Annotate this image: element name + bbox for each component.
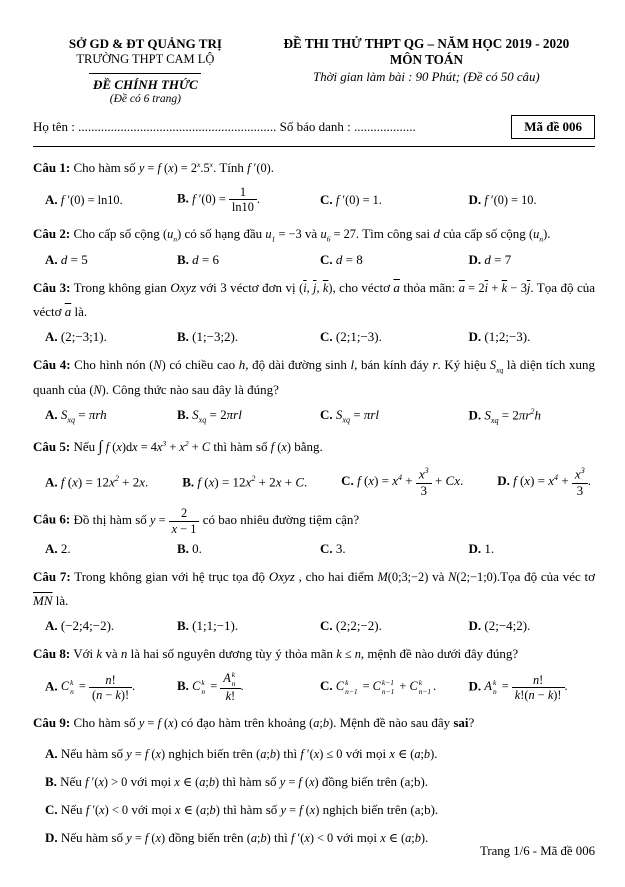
question-text <box>33 433 595 462</box>
option-b: B. (1;1;−1). <box>177 617 239 633</box>
question-text <box>33 565 595 613</box>
question-body: Đồ thị hàm số y = $\frac{2}{x - 1}$ có bao nhiêu đường tiệm cận? <box>70 506 360 536</box>
option-a: A. C k n = $\frac{n!}{(n - k)!}$ . <box>45 672 136 702</box>
school-name: TRƯỜNG THPT CAM LỘ <box>76 52 215 66</box>
option-a: A. d = 5 <box>45 252 88 268</box>
option-c: C. 3. <box>320 540 346 556</box>
options-row <box>33 671 595 703</box>
question-label: Câu 5: <box>33 438 71 454</box>
option-d: D. (1;2;−3). <box>468 329 531 345</box>
question-body: Trong không gian với hệ trục tọa độ Oxyz , cho hai điểm M(0;3;−2) và N(2;−1;0).Tọa độ của véc tơ $\overline{MN}$ là. <box>33 568 595 608</box>
option-d: D. A k n = $\frac{n!}{k!(n - k)!}$ . <box>468 672 568 702</box>
option-d: D. d = 7 <box>468 252 512 268</box>
option-d: D. f ′(0) = 10. <box>468 191 537 207</box>
option-c: C. d = 8 <box>320 252 363 268</box>
student-name-field: Họ tên : ............................................................. <box>33 119 277 134</box>
question-4 <box>33 353 595 425</box>
question-label: Câu 3: <box>33 280 71 296</box>
option-d: D. (2;−4;2). <box>468 617 531 633</box>
pages-note: (Đề có 6 trang) <box>109 93 181 105</box>
option-a: A. 2. <box>45 540 71 556</box>
options-row <box>33 740 595 852</box>
question-label: Câu 9: <box>33 715 71 731</box>
option-a: A. f $(x) = 12x^2 + 2x$. <box>45 474 149 490</box>
questions-list <box>33 156 595 852</box>
option-d: D. $S_{xq} = 2\pi r^2h$ <box>468 406 541 425</box>
option-d: D. Nếu hàm số y = f (x) đồng biến trên (a;b) thì f ′(x) < 0 với mọi x ∈ (a;b). <box>45 830 429 846</box>
student-info-row <box>33 115 595 139</box>
question-label: Câu 6: <box>33 512 71 527</box>
page-footer <box>480 844 595 859</box>
question-3 <box>33 276 595 345</box>
options-row <box>33 618 595 634</box>
question-text <box>33 506 595 535</box>
question-6 <box>33 506 595 556</box>
page-number: Trang 1/6 - Mã đề 006 <box>479 844 595 858</box>
option-d: D. 1. <box>468 540 495 556</box>
options-row <box>33 541 595 557</box>
option-b: B. f $(x) = 12x^2 + 2x + C$. <box>182 474 308 490</box>
question-text <box>33 222 595 247</box>
candidate-number-field: Số báo danh : ................... <box>279 119 416 134</box>
question-body: Cho cấp số cộng $(u_n)$ có số hạng đầu $u_1 = -3$ và $u_6 = 27$. Tìm công sai d của cấp số cộng $(u_n)$. <box>70 226 551 244</box>
options-row <box>33 407 595 425</box>
question-text <box>33 711 595 735</box>
question-9 <box>33 711 595 852</box>
header-separator-line <box>89 73 201 74</box>
question-2 <box>33 222 595 268</box>
exam-subject: MÔN TOÁN <box>389 52 463 67</box>
option-b: B. 0. <box>177 540 202 556</box>
question-5 <box>33 433 595 499</box>
exam-duration: Thời gian làm bài : 90 Phút; (Đề có 50 câu) <box>313 70 540 84</box>
question-text <box>33 353 595 402</box>
option-b: B. (1;−3;2). <box>177 329 239 345</box>
option-b: B. C k n = A k n k! . <box>177 670 244 704</box>
exam-type: ĐỀ CHÍNH THỨC <box>93 77 198 92</box>
option-a: A. (2;−3;1). <box>45 329 107 345</box>
exam-title: ĐỀ THI THỬ THPT QG – NĂM HỌC 2019 - 2020 <box>283 36 570 51</box>
option-b: B. Nếu f ′(x) > 0 với mọi x ∈ (a;b) thì hàm số y = f (x) đồng biến trên (a;b). <box>45 774 429 790</box>
question-body: Với k và n là hai số nguyên dương tùy ý thỏa mãn k ≤ n, mệnh đề nào dưới đây đúng? <box>70 645 519 661</box>
option-a: A. f ′(0) = ln10. <box>45 191 123 207</box>
question-body: Cho hình nón (N) có chiều cao h, độ dài đường sinh l, bán kính đáy r. Ký hiệu $S_{xq}$ là diện tích xung quanh của (N). Công thức nào sau đây là đúng? <box>33 357 595 397</box>
option-a: A. Nếu hàm số y = f (x) nghịch biến trên (a;b) thì f ′(x) ≤ 0 với mọi x ∈ (a;b). <box>45 746 438 762</box>
option-c: C. Nếu f ′(x) < 0 với mọi x ∈ (a;b) thì hàm số y = f (x) nghịch biến trên (a;b). <box>45 802 439 818</box>
header-right <box>258 36 595 105</box>
exam-code-box: Mã đề 006 <box>511 115 595 139</box>
option-c: C. (2;2;−2). <box>320 617 382 633</box>
question-body: Trong không gian Oxyz với 3 véctơ đơn vị ($\overline{i}$, $\overline{j}$, $\overline{k}$), cho véctơ $\overline{a}$ thỏa mãn: $\overline{a} = 2\overline{i} + \overline{k} - 3\overline{j}$. Tọa độ của véctơ $\overline{a}$ là. <box>33 280 595 320</box>
option-c: C. f ′(0) = 1. <box>320 191 382 207</box>
question-label: Câu 8: <box>33 645 71 661</box>
question-text <box>33 642 595 666</box>
question-body: Cho hàm số y = f $(x) = 2^x.5^x$. Tính f ′(0). <box>70 159 275 175</box>
option-c: C. (2;1;−3). <box>320 329 382 345</box>
options-row <box>33 466 595 498</box>
option-d: D. f $(x) = x^4$ + $\frac{x^3}{3}$ . <box>497 466 591 498</box>
header-rule <box>33 146 595 147</box>
option-b: B. d = 6 <box>177 252 220 268</box>
question-8 <box>33 642 595 703</box>
option-c: C. $S_{xq} = \pi rl$ <box>320 406 380 425</box>
question-7 <box>33 565 595 634</box>
option-b: B. $S_{xq} = 2\pi rl$ <box>177 406 242 425</box>
department-name: SỞ GD & ĐT QUẢNG TRỊ <box>68 36 222 51</box>
question-text <box>33 276 595 324</box>
option-c: C. f $(x) = x^4$ + $\frac{x^3}{3}$ + Cx. <box>341 466 464 498</box>
question-label: Câu 7: <box>33 568 71 584</box>
question-label: Câu 2: <box>33 226 71 242</box>
question-1 <box>33 156 595 214</box>
question-label: Câu 1: <box>33 160 71 175</box>
option-b: B. f ′(0) = $\frac{1}{\ln 10}$ . <box>177 185 260 215</box>
option-a: A. (−2;4;−2). <box>45 617 115 633</box>
question-body: Nếu ∫ f $(x)dx = 4x^3 + x^2 + C$ thì hàm số f (x) bằng. <box>70 437 323 455</box>
question-body: Cho hàm số y = f (x) có đạo hàm trên khoảng (a;b). Mệnh đề nào sau đây sai? <box>70 715 475 731</box>
options-row <box>33 185 595 214</box>
question-label: Câu 4: <box>33 357 71 373</box>
question-text <box>33 156 595 180</box>
options-row <box>33 329 595 345</box>
exam-header <box>33 36 595 105</box>
options-row <box>33 252 595 268</box>
option-c: C. C k n−1 = C k−1 n−1 + C k n−1 . <box>320 678 437 696</box>
option-a: A. $S_{xq} = \pi rh$ <box>45 406 107 425</box>
header-left <box>33 36 258 105</box>
